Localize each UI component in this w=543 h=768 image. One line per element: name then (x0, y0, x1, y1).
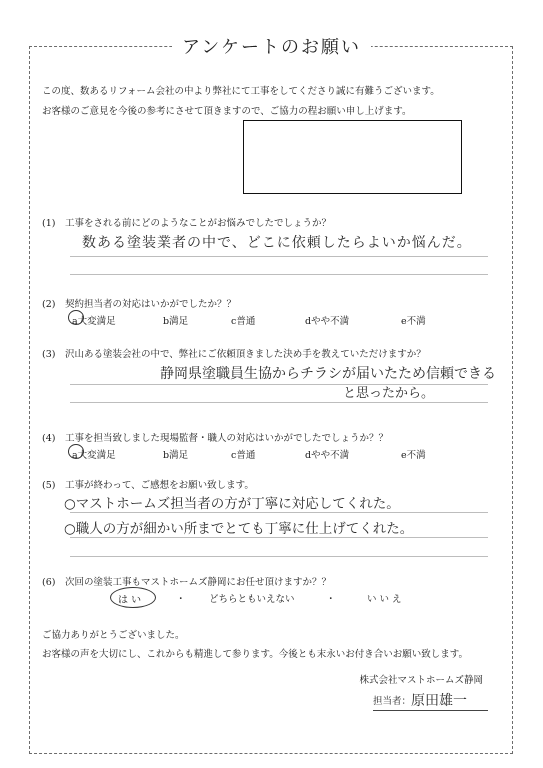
answer-line (70, 537, 488, 538)
signature-line (373, 710, 488, 711)
company-name: 株式会社マストホームズ静岡 (359, 675, 483, 686)
q2-option-b: b満足 (163, 316, 189, 327)
q4-option-b: b満足 (163, 450, 189, 461)
q4-option-c: c普通 (231, 450, 256, 461)
q2-option-a: a大変満足 (72, 316, 116, 327)
answer-line (70, 384, 488, 385)
answer-line (70, 512, 488, 513)
answer-line (70, 556, 488, 557)
q6-separator: ・ (176, 594, 186, 605)
question-6-label: (6) 次回の塗装工事もマストホームズ静岡にお任せ頂けますか？？ (42, 577, 331, 588)
question-5-label: (5) 工事が終わって、ご感想をお願い致します。 (42, 480, 254, 491)
q6-option-neutral: どちらともいえない (209, 594, 295, 605)
page-title: アンケートのお願い (172, 33, 371, 59)
footer-line-2: お客様の声を大切にし、これからも精進して参ります。今後とも末永いお付き合いお願い致します。 (42, 649, 468, 660)
q4-option-e: e不満 (401, 450, 426, 461)
q4-option-d: dやや不満 (305, 450, 350, 461)
q2-option-c: c普通 (231, 316, 256, 327)
title-wrap (0, 33, 543, 59)
q4-option-a: a大変満足 (72, 450, 116, 461)
representative-label: 担当者： (373, 696, 412, 707)
question-4-label: (4) 工事を担当致しました現場監督・職人の対応はいかがでしたでしょうか？？ (42, 433, 388, 444)
intro-text (42, 82, 440, 122)
question-3-answer-line-1: 静岡県塗職員生協からチラシが届いたため信頼できる (160, 366, 496, 382)
question-1-answer: 数ある塗装業者の中で、どこに依頼したらよいか悩んだ。 (82, 235, 472, 251)
answer-line (70, 402, 488, 403)
footer-line-1: ご協力ありがとうございました。 (42, 630, 185, 641)
answer-line (70, 256, 488, 257)
q6-separator: ・ (326, 594, 336, 605)
q6-option-no: い い え (367, 594, 402, 605)
question-5-answer-line-1: ○マストホームズ担当者の方が丁寧に対応してくれた。 (64, 496, 400, 512)
question-3-answer-line-2: と思ったから。 (343, 386, 435, 401)
question-2-label: (2) 契約担当者の対応はいかがでしたか？？ (42, 299, 236, 310)
answer-line (70, 274, 488, 275)
footer-text (42, 626, 468, 664)
representative-signature: 原田雄一 (411, 693, 467, 709)
intro-line-2: お客様のご意見を今後の参考にさせて頂きますので、ご協力の程お願い申し上げます。 (42, 106, 412, 117)
q6-option-yes: は い (118, 595, 142, 606)
question-3-label: (3) 沢山ある塗装会社の中で、弊社にご依頼頂きました決め手を教えていただけますか？ (42, 349, 426, 360)
question-1-label: (1) 工事をされる前にどのようなことがお悩みでしたでしょうか？ (42, 218, 331, 229)
q2-option-d: dやや不満 (305, 316, 350, 327)
intro-line-1: この度、数あるリフォーム会社の中より弊社にて工事をしてくださり誠に有難うございます。 (42, 86, 440, 97)
question-5-answer-line-2: ○職人の方が細かい所までとても丁寧に仕上げてくれた。 (64, 521, 414, 537)
redaction-box (243, 120, 462, 194)
q2-option-e: e不満 (401, 316, 426, 327)
